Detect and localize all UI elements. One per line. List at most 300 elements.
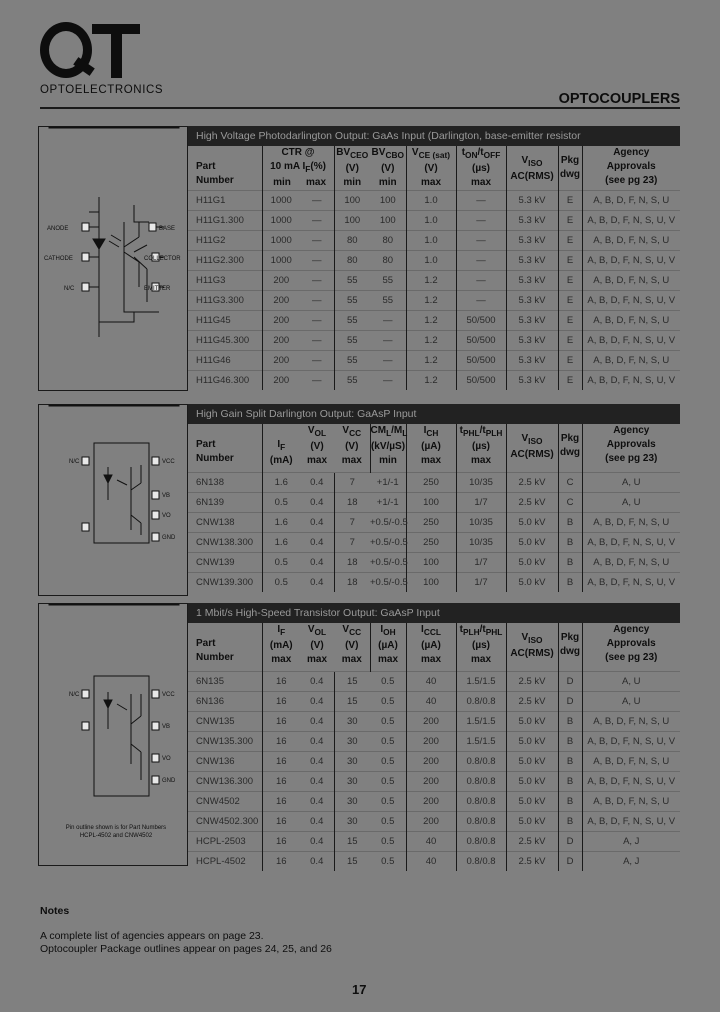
spec-cell: A, J xyxy=(582,851,680,871)
spec-cell: 15 xyxy=(334,691,370,711)
spec-cell: +0.5/-0.5 xyxy=(370,572,406,592)
spec-cell: — xyxy=(456,251,506,271)
header-ioh: $I_{OH}$ (µA) max xyxy=(370,623,406,671)
spec-cell: — xyxy=(456,211,506,231)
spec-cell: 40 xyxy=(406,671,456,691)
part-number-cell: CNW4502.300 xyxy=(188,811,262,831)
spec-cell: 30 xyxy=(334,791,370,811)
header-viso: $V_{ISO}$ AC(RMS) xyxy=(506,146,558,191)
part-number-cell: HCPL-2503 xyxy=(188,831,262,851)
header-viso: $V_{ISO}$ AC(RMS) xyxy=(506,623,558,671)
spec-cell: 100 xyxy=(406,492,456,512)
spec-cell: 80 xyxy=(370,251,406,271)
spec-cell: 0.5 xyxy=(370,831,406,851)
header-agency: Agency Approvals (see pg 23) xyxy=(582,623,680,671)
spec-cell: 1/7 xyxy=(456,492,506,512)
spec-cell: A, U xyxy=(582,671,680,691)
spec-cell: 7 xyxy=(334,532,370,552)
pin-label-gnd: GND xyxy=(162,778,176,784)
spec-cell: A, J xyxy=(582,831,680,851)
spec-cell: 30 xyxy=(334,811,370,831)
header-ctr: CTR @ 10 mA $I_F(\%)$ min max xyxy=(262,146,334,191)
spec-cell: 50/500 xyxy=(456,371,506,391)
spec-cell: 18 xyxy=(334,572,370,592)
spec-cell: 1.5/1.5 xyxy=(456,731,506,751)
header-agency: Agency Approvals (see pg 23) xyxy=(582,424,680,472)
spec-cell: 10/35 xyxy=(456,532,506,552)
spec-cell: 0.8/0.8 xyxy=(456,691,506,711)
notes xyxy=(40,905,332,956)
spec-cell: 0.5 xyxy=(262,492,300,512)
spec-cell: 55 xyxy=(334,351,370,371)
header-part: Part Number xyxy=(196,439,234,464)
spec-cell: — xyxy=(370,331,406,351)
spec-cell: A, B, D, F, N, S, U, V xyxy=(582,572,680,592)
spec-cell: 16 xyxy=(262,731,300,751)
spec-cell: 1.0 xyxy=(406,251,456,271)
spec-cell: 1/7 xyxy=(456,552,506,572)
schematic-photodarlington xyxy=(38,126,188,391)
spec-cell: A, B, D, F, N, S, U xyxy=(582,552,680,572)
spec-cell: 55 xyxy=(334,311,370,331)
spec-cell: 2.5 kV xyxy=(506,492,558,512)
spec-cell: B xyxy=(558,572,582,592)
spec-cell: 80 xyxy=(334,251,370,271)
table-row xyxy=(188,552,680,572)
spec-cell: 18 xyxy=(334,492,370,512)
spec-cell: 250 xyxy=(406,472,456,492)
spec-cell: 5.0 kV xyxy=(506,532,558,552)
spec-cell: 1.6 xyxy=(262,512,300,532)
table-row xyxy=(188,211,680,231)
spec-cell: 55 xyxy=(370,291,406,311)
spec-cell: 1.6 xyxy=(262,472,300,492)
spec-cell: — xyxy=(300,251,334,271)
spec-cell: 80 xyxy=(370,231,406,251)
part-number-cell: CNW139 xyxy=(188,552,262,572)
header-vol: $V_{OL}$ (V) max xyxy=(306,425,327,466)
spec-cell: 200 xyxy=(406,771,456,791)
spec-cell: 5.0 kV xyxy=(506,771,558,791)
spec-cell: — xyxy=(370,371,406,391)
spec-cell: B xyxy=(558,731,582,751)
spec-cell: 250 xyxy=(406,532,456,552)
table-row xyxy=(188,811,680,831)
spec-cell: B xyxy=(558,552,582,572)
pin-label-emitter: EMITTER xyxy=(144,286,171,292)
pin-label-vb: VB xyxy=(162,724,171,730)
logo-subtitle: OPTOELECTRONICS xyxy=(40,84,164,96)
spec-table xyxy=(188,623,680,871)
spec-cell: E xyxy=(558,311,582,331)
table-photodarlington xyxy=(188,126,680,390)
table-high-speed xyxy=(188,603,680,871)
header-part: Part Number xyxy=(196,161,234,186)
spec-cell: 5.3 kV xyxy=(506,311,558,331)
spec-cell: 5.0 kV xyxy=(506,751,558,771)
spec-cell: A, B, D, F, N, S, U xyxy=(582,351,680,371)
part-number-cell: CNW4502 xyxy=(188,791,262,811)
spec-cell: 7 xyxy=(334,472,370,492)
header-bvcbo: $BV_{CBO}$ (V) min xyxy=(371,147,404,188)
table-split-darlington xyxy=(188,404,680,592)
spec-cell: 40 xyxy=(406,691,456,711)
spec-cell: E xyxy=(558,191,582,211)
spec-cell: 1.2 xyxy=(406,371,456,391)
spec-cell: — xyxy=(300,211,334,231)
spec-cell: — xyxy=(300,371,334,391)
spec-cell: 100 xyxy=(334,211,370,231)
pin-label-gnd: GND xyxy=(162,535,176,541)
spec-cell: 0.8/0.8 xyxy=(456,811,506,831)
spec-cell: 16 xyxy=(262,771,300,791)
spec-cell: +1/-1 xyxy=(370,472,406,492)
part-number-cell: H11G46.300 xyxy=(188,371,262,391)
table-row xyxy=(188,472,680,492)
spec-cell: 55 xyxy=(370,271,406,291)
spec-cell: A, B, D, F, N, S, U xyxy=(582,231,680,251)
table-row xyxy=(188,731,680,751)
spec-cell: 200 xyxy=(406,731,456,751)
table-row xyxy=(188,671,680,691)
spec-cell: 1.5/1.5 xyxy=(456,671,506,691)
spec-cell: 0.4 xyxy=(300,512,334,532)
spec-cell: 100 xyxy=(406,572,456,592)
spec-cell: 5.3 kV xyxy=(506,351,558,371)
spec-cell: 200 xyxy=(406,711,456,731)
part-number-cell: H11G1 xyxy=(188,191,262,211)
spec-cell: 18 xyxy=(334,552,370,572)
header-part: Part Number xyxy=(196,638,234,663)
pin-label-nc: N/C xyxy=(64,286,75,292)
schematic-caption: Pin outline shown is for Part Numbers HCPL-4502 and CNW4502 xyxy=(65,825,167,839)
spec-cell: 16 xyxy=(262,831,300,851)
header-vcesat: $V_{CE (sat)}$ (V) max xyxy=(406,146,456,191)
spec-cell: 0.4 xyxy=(300,751,334,771)
spec-cell: 1000 xyxy=(262,231,300,251)
spec-cell: — xyxy=(370,311,406,331)
table-row xyxy=(188,311,680,331)
spec-cell: 10/35 xyxy=(456,512,506,532)
spec-cell: 0.4 xyxy=(300,731,334,751)
spec-cell: 0.4 xyxy=(300,831,334,851)
spec-cell: +0.5/-0.5 xyxy=(370,552,406,572)
schematic-drawing xyxy=(39,405,189,597)
spec-cell: A, B, D, F, N, S, U, V xyxy=(582,371,680,391)
spec-cell: 1.2 xyxy=(406,271,456,291)
header-if: $I_F$ (mA) max xyxy=(262,623,300,671)
spec-cell: +0.5/-0.5 xyxy=(370,532,406,552)
spec-cell: A, B, D, F, N, S, U, V xyxy=(582,731,680,751)
spec-cell: 0.5 xyxy=(370,691,406,711)
table-row xyxy=(188,751,680,771)
spec-cell: 5.0 kV xyxy=(506,711,558,731)
spec-cell: A, U xyxy=(582,472,680,492)
spec-cell: 5.3 kV xyxy=(506,291,558,311)
spec-cell: 0.8/0.8 xyxy=(456,751,506,771)
spec-cell: 0.4 xyxy=(300,472,334,492)
spec-cell: E xyxy=(558,371,582,391)
spec-cell: E xyxy=(558,291,582,311)
spec-cell: 100 xyxy=(370,211,406,231)
spec-cell: 30 xyxy=(334,751,370,771)
header-pkg: Pkg dwg xyxy=(558,623,582,671)
spec-cell: 5.3 kV xyxy=(506,271,558,291)
header-tphl: $t_{PHL}/t_{PLH}$ (µs) max xyxy=(456,424,506,472)
spec-cell: 0.5 xyxy=(370,811,406,831)
spec-cell: 2.5 kV xyxy=(506,691,558,711)
part-number-cell: CNW138.300 xyxy=(188,532,262,552)
spec-cell: A, B, D, F, N, S, U, V xyxy=(582,251,680,271)
schematic-high-speed xyxy=(38,603,188,866)
header-vcc: $V_{CC}$ (V) max xyxy=(341,624,362,665)
part-number-cell: H11G46 xyxy=(188,351,262,371)
spec-cell: 16 xyxy=(262,851,300,871)
table-row xyxy=(188,231,680,251)
table-row xyxy=(188,532,680,552)
pin-label-vo: VO xyxy=(162,756,171,762)
spec-cell: 30 xyxy=(334,711,370,731)
spec-cell: 1000 xyxy=(262,211,300,231)
spec-cell: +1/-1 xyxy=(370,492,406,512)
spec-cell: — xyxy=(370,351,406,371)
header-pkg: Pkg dwg xyxy=(558,424,582,472)
table-row xyxy=(188,492,680,512)
spec-cell: A, U xyxy=(582,691,680,711)
spec-cell: 2.5 kV xyxy=(506,472,558,492)
spec-cell: 55 xyxy=(334,291,370,311)
spec-cell: A, B, D, F, N, S, U, V xyxy=(582,291,680,311)
spec-cell: — xyxy=(300,351,334,371)
pin-label-anode: ANODE xyxy=(47,226,69,232)
part-number-cell: H11G45 xyxy=(188,311,262,331)
spec-cell: A, B, D, F, N, S, U xyxy=(582,191,680,211)
spec-cell: E xyxy=(558,331,582,351)
spec-cell: 200 xyxy=(262,331,300,351)
header-ton-toff: $t_{ON}/t_{OFF}$ (µs) max xyxy=(456,146,506,191)
spec-cell: 200 xyxy=(406,791,456,811)
spec-cell: B xyxy=(558,711,582,731)
header-vol: $V_{OL}$ (V) max xyxy=(306,624,327,665)
spec-cell: 0.4 xyxy=(300,791,334,811)
spec-cell: — xyxy=(456,271,506,291)
spec-cell: 0.5 xyxy=(370,751,406,771)
spec-cell: 80 xyxy=(334,231,370,251)
spec-cell: E xyxy=(558,211,582,231)
spec-cell: 200 xyxy=(262,291,300,311)
spec-cell: 0.4 xyxy=(300,492,334,512)
spec-cell: 40 xyxy=(406,851,456,871)
spec-cell: 0.4 xyxy=(300,671,334,691)
spec-cell: D xyxy=(558,691,582,711)
header-bvceo: $BV_{CEO}$ (V) min xyxy=(334,146,370,191)
spec-cell: — xyxy=(300,231,334,251)
spec-cell: 100 xyxy=(406,552,456,572)
spec-cell: 5.0 kV xyxy=(506,811,558,831)
spec-cell: 0.4 xyxy=(300,851,334,871)
spec-cell: A, B, D, F, N, S, U xyxy=(582,271,680,291)
part-number-cell: CNW136 xyxy=(188,751,262,771)
part-number-cell: CNW139.300 xyxy=(188,572,262,592)
spec-cell: A, B, D, F, N, S, U xyxy=(582,791,680,811)
spec-cell: 200 xyxy=(406,811,456,831)
header-cml: $CM_L/M_L$ (kV/µS) min xyxy=(370,424,406,472)
table-row xyxy=(188,331,680,351)
spec-cell: 15 xyxy=(334,831,370,851)
header-iccl: $I_{CCL}$ (µA) max xyxy=(406,623,456,671)
table-row xyxy=(188,572,680,592)
spec-cell: 1.5/1.5 xyxy=(456,711,506,731)
spec-cell: C xyxy=(558,472,582,492)
spec-cell: 30 xyxy=(334,731,370,751)
spec-cell: 16 xyxy=(262,691,300,711)
table-row xyxy=(188,791,680,811)
spec-cell: 0.5 xyxy=(370,671,406,691)
spec-cell: — xyxy=(300,291,334,311)
spec-cell: 0.4 xyxy=(300,771,334,791)
header-pkg: Pkg dwg xyxy=(558,146,582,191)
table-row xyxy=(188,512,680,532)
spec-cell: 0.4 xyxy=(300,711,334,731)
spec-cell: 0.8/0.8 xyxy=(456,771,506,791)
spec-cell: A, B, D, F, N, S, U xyxy=(582,711,680,731)
spec-cell: +0.5/-0.5 xyxy=(370,512,406,532)
table-row xyxy=(188,691,680,711)
part-number-cell: 6N138 xyxy=(188,472,262,492)
header-if: $I_F$ (mA) xyxy=(262,424,300,472)
table-row xyxy=(188,271,680,291)
spec-cell: B xyxy=(558,791,582,811)
spec-cell: 200 xyxy=(262,351,300,371)
note-line: Optocoupler Package outlines appear on pages 24, 25, and 26 xyxy=(40,943,332,955)
spec-cell: 0.5 xyxy=(370,711,406,731)
pin-label-nc: N/C xyxy=(69,459,80,465)
part-number-cell: HCPL-4502 xyxy=(188,851,262,871)
table-row xyxy=(188,371,680,391)
spec-cell: 10/35 xyxy=(456,472,506,492)
spec-cell: 100 xyxy=(370,191,406,211)
spec-cell: 7 xyxy=(334,512,370,532)
company-logo xyxy=(40,22,164,100)
table-row xyxy=(188,771,680,791)
spec-cell: A, B, D, F, N, S, U xyxy=(582,512,680,532)
spec-cell: 16 xyxy=(262,671,300,691)
part-number-cell: 6N136 xyxy=(188,691,262,711)
header-rule xyxy=(40,107,680,109)
part-number-cell: H11G3 xyxy=(188,271,262,291)
spec-cell: A, U xyxy=(582,492,680,512)
table-row xyxy=(188,851,680,871)
table-row xyxy=(188,351,680,371)
spec-cell: 1.6 xyxy=(262,532,300,552)
spec-cell: 100 xyxy=(334,191,370,211)
spec-cell: 5.0 kV xyxy=(506,731,558,751)
spec-cell: 1000 xyxy=(262,191,300,211)
spec-cell: 55 xyxy=(334,271,370,291)
spec-cell: 5.3 kV xyxy=(506,251,558,271)
spec-cell: A, B, D, F, N, S, U, V xyxy=(582,811,680,831)
part-number-cell: CNW136.300 xyxy=(188,771,262,791)
spec-cell: E xyxy=(558,351,582,371)
spec-cell: 40 xyxy=(406,831,456,851)
header-vcc: $V_{CC}$ (V) max xyxy=(341,425,362,466)
spec-cell: 0.5 xyxy=(262,552,300,572)
spec-cell: 200 xyxy=(262,271,300,291)
spec-cell: — xyxy=(300,271,334,291)
spec-cell: 16 xyxy=(262,711,300,731)
section-banner: 1 Mbit/s High-Speed Transistor Output: GaAsP Input xyxy=(188,603,680,623)
page-title: OPTOCOUPLERS xyxy=(558,91,680,107)
spec-cell: A, B, D, F, N, S, U, V xyxy=(582,211,680,231)
spec-cell: D xyxy=(558,671,582,691)
spec-cell: 1000 xyxy=(262,251,300,271)
spec-cell: E xyxy=(558,251,582,271)
table-body xyxy=(188,671,680,871)
spec-cell: 15 xyxy=(334,671,370,691)
spec-cell: — xyxy=(456,191,506,211)
spec-cell: 0.4 xyxy=(300,532,334,552)
schematic-split-darlington xyxy=(38,404,188,596)
spec-cell: 5.0 kV xyxy=(506,572,558,592)
header-agency: Agency Approvals (see pg 23) xyxy=(582,146,680,191)
pin-label-base: BASE xyxy=(159,226,176,232)
spec-cell: — xyxy=(300,331,334,351)
spec-cell: 2.5 kV xyxy=(506,851,558,871)
spec-table xyxy=(188,146,680,390)
logo-t-stem xyxy=(111,24,122,78)
spec-cell: B xyxy=(558,532,582,552)
pin-label-vcc: VCC xyxy=(162,459,175,465)
table-body xyxy=(188,191,680,391)
spec-cell: E xyxy=(558,231,582,251)
spec-cell: 15 xyxy=(334,851,370,871)
table-row xyxy=(188,291,680,311)
spec-cell: 2.5 kV xyxy=(506,671,558,691)
pin-label-cathode: CATHODE xyxy=(44,256,73,262)
section-banner: High Gain Split Darlington Output: GaAsP Input xyxy=(188,404,680,424)
spec-cell: 1.0 xyxy=(406,231,456,251)
spec-cell: 1.2 xyxy=(406,331,456,351)
spec-cell: D xyxy=(558,851,582,871)
table-row xyxy=(188,831,680,851)
spec-cell: C xyxy=(558,492,582,512)
pin-label-vo: VO xyxy=(162,513,171,519)
part-number-cell: H11G2 xyxy=(188,231,262,251)
part-number-cell: H11G3.300 xyxy=(188,291,262,311)
part-number-cell: H11G1.300 xyxy=(188,211,262,231)
table-row xyxy=(188,711,680,731)
spec-cell: 5.0 kV xyxy=(506,552,558,572)
header-ich: $I_{CH}$ (µA) max xyxy=(406,424,456,472)
spec-cell: 200 xyxy=(262,311,300,331)
part-number-cell: H11G2.300 xyxy=(188,251,262,271)
spec-cell: 0.5 xyxy=(370,851,406,871)
part-number-cell: 6N139 xyxy=(188,492,262,512)
spec-cell: A, B, D, F, N, S, U xyxy=(582,751,680,771)
spec-cell: 1/7 xyxy=(456,572,506,592)
spec-cell: 16 xyxy=(262,811,300,831)
spec-cell: 50/500 xyxy=(456,331,506,351)
spec-cell: B xyxy=(558,751,582,771)
section-banner: High Voltage Photodarlington Output: GaAs Input (Darlington, base-emitter resistor xyxy=(188,126,680,146)
schematic-drawing xyxy=(39,127,189,392)
table-row xyxy=(188,251,680,271)
spec-cell: 1.0 xyxy=(406,211,456,231)
spec-cell: 30 xyxy=(334,771,370,791)
spec-cell: — xyxy=(300,311,334,331)
spec-cell: D xyxy=(558,831,582,851)
spec-cell: 5.3 kV xyxy=(506,231,558,251)
